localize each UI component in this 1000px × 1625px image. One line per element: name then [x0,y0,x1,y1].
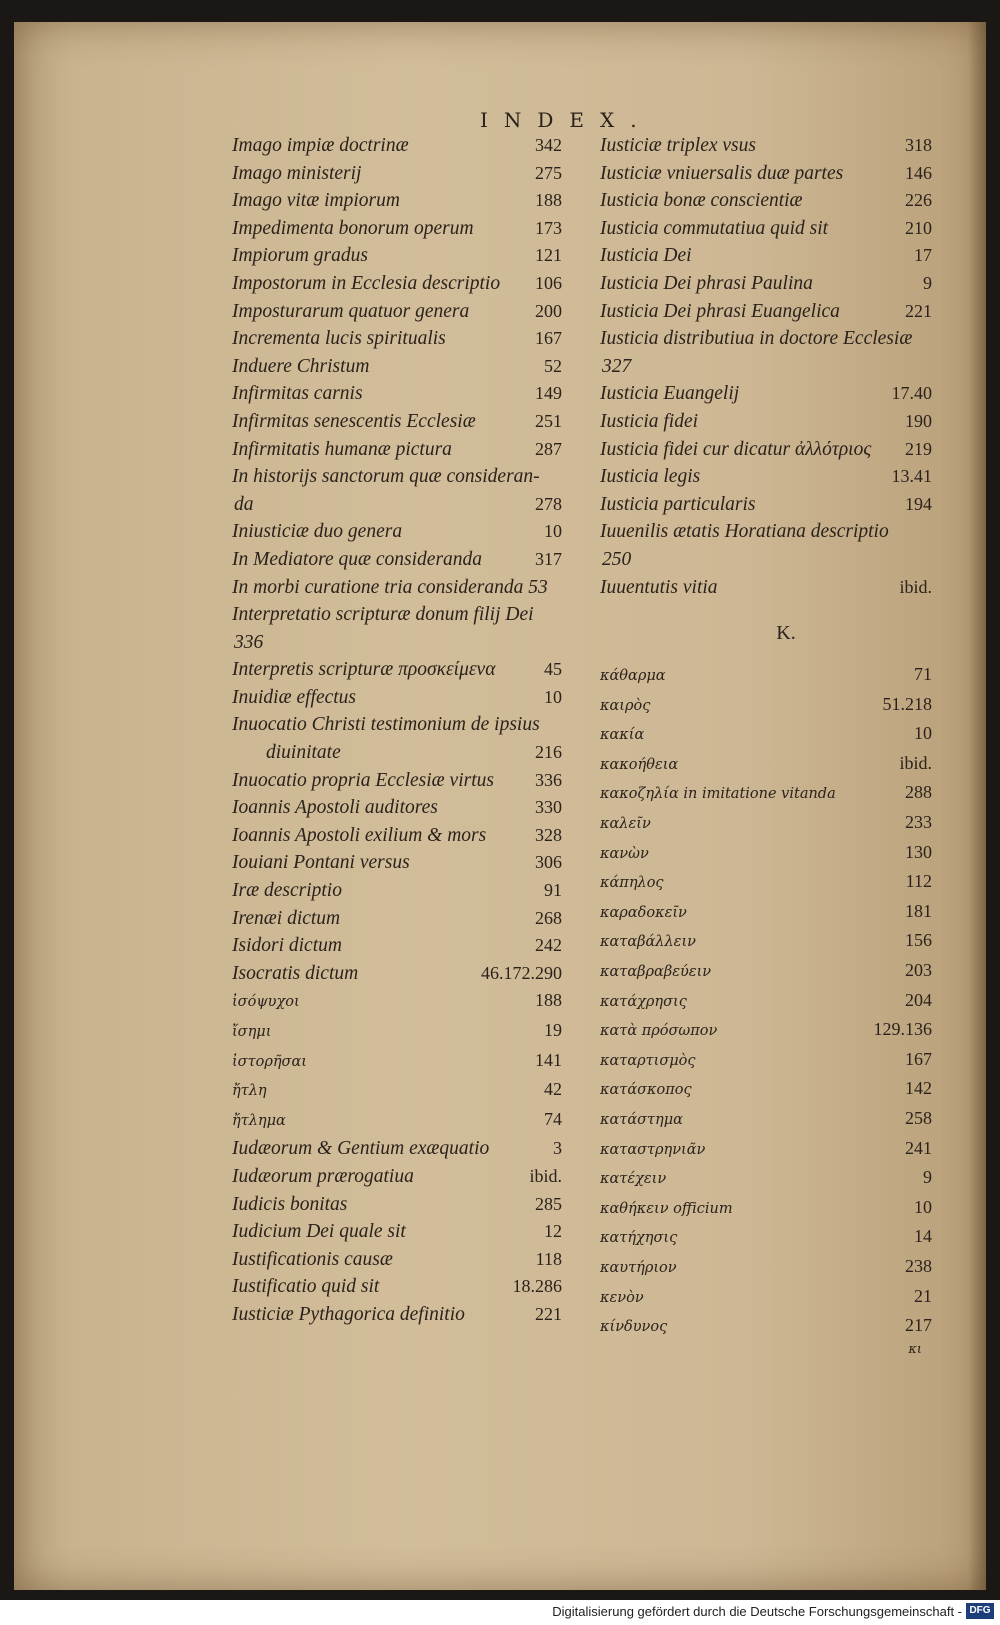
index-entries-i-continued [600,132,932,601]
entry-page-ref: 242 [535,935,562,956]
entry-page-ref: ibid. [899,752,932,773]
entry-term: καιρὸς [600,697,651,714]
entry-page-ref: 268 [535,907,562,928]
index-entry [232,1135,562,1163]
index-entry [232,270,562,298]
entry-term: Iusticia fidei [600,410,699,432]
section-heading-k: K. [776,622,796,645]
index-entry [600,750,932,780]
entry-page-ref: 129.136 [873,1019,932,1040]
entry-term: κάπηλος [600,875,664,892]
entry-page-ref: 306 [535,852,562,873]
entry-page-ref: 287 [535,438,562,459]
entry-page-ref: 112 [905,871,932,892]
entry-page-ref: 71 [914,664,932,685]
index-entry [600,957,932,987]
entry-page-ref: 9 [923,272,932,293]
index-entry [600,868,932,898]
entry-page-ref: 217 [905,1315,932,1336]
entry-term: Iuuenilis ætatis Horatiana descriptio [600,521,889,543]
entry-term: Iudæorum prærogatiua [232,1165,414,1187]
entry-page-ref: 51.218 [882,693,932,714]
index-entry [232,932,562,960]
index-entry [600,160,932,188]
entry-term: Inuocatio Christi testimonium de ipsius [232,714,540,736]
entry-page-ref: 190 [905,410,932,431]
entry-page-ref: 241 [905,1137,932,1158]
entry-term: κατάχρησις [600,993,687,1010]
entry-term: κατὰ πρόσωπον [600,1023,718,1040]
entry-page-ref: 10 [544,686,562,707]
index-entry [600,436,932,464]
index-entry [232,408,562,436]
entry-page-ref: 258 [905,1108,932,1128]
entry-term: Iusticiæ Pythagorica definitio [232,1303,465,1325]
entry-page-ref: 121 [535,245,562,266]
entry-page-ref: 21 [914,1285,932,1306]
index-entry [600,242,932,270]
entry-page-ref: 74 [544,1108,562,1129]
entry-term: diuinitate [266,742,341,764]
entry-page-ref: 10 [914,723,932,744]
entry-page-ref: 317 [535,548,562,569]
entry-term: ἴσημι [232,1024,272,1040]
entry-page-ref: ibid. [529,1165,562,1186]
index-entry [232,1218,562,1246]
index-entry [232,767,562,795]
entry-term: Incrementa lucis spiritualis [232,328,446,350]
running-head: INDEX. [480,108,653,132]
entry-page-ref: 46.172.290 [481,962,562,983]
index-entry [600,661,932,691]
entry-term: Iusticiæ vniuersalis duæ partes [600,162,844,184]
entry-term: Iniusticiæ duo genera [232,521,403,543]
entry-term: Iusticia distributiua in doctore Ecclesiæ [600,328,913,350]
entry-term: Imago impiæ doctrinæ [232,135,409,156]
entry-term: καταβραβεύειν [600,964,712,981]
index-entry [232,463,562,491]
entry-page-ref: 146 [905,162,932,183]
index-entry [600,574,932,602]
index-entry [600,1253,932,1283]
index-entry [232,436,562,464]
entry-page-ref: 330 [535,797,562,818]
entry-page-ref: 167 [535,328,562,349]
entry-page-ref: 149 [535,383,562,404]
index-entry [600,987,932,1017]
index-entry [600,132,932,160]
index-entry [600,463,932,491]
index-entry [232,656,562,684]
entry-page-ref: 238 [905,1255,932,1276]
entry-term: Imposturarum quatuor genera [232,300,470,322]
index-entry [600,325,932,353]
entry-page-ref: 10 [544,521,562,542]
entry-term: Iusticiæ triplex vsus [600,135,756,156]
index-entries-k [600,661,932,1342]
entry-page-ref: 156 [905,930,932,951]
entry-page-ref: 106 [535,272,562,293]
entry-page-ref: 194 [905,493,932,514]
index-entry [232,960,562,988]
entry-page-ref: 288 [905,782,932,803]
entry-term: 336 [234,631,264,653]
entry-term: Ioannis Apostoli exilium & mors [232,824,487,846]
entry-term: 250 [602,548,632,570]
index-entry [600,1016,932,1046]
entry-page-ref: 13.41 [891,466,932,487]
index-entry [600,809,932,839]
entry-term: Iusticia bonæ conscientiæ [600,190,803,212]
entry-term: Interpretis scripturæ προσκείμενα [232,659,496,681]
index-entry [600,1283,932,1313]
entry-term: καυτήριον [600,1259,677,1276]
index-entry [600,1105,932,1135]
index-entry [600,1312,932,1342]
entry-page-ref: 233 [905,812,932,833]
entry-term: ἤτλη [232,1083,267,1100]
index-entry [600,1164,932,1194]
entry-page-ref: 142 [905,1078,932,1099]
entry-term: In Mediatore quæ consideranda [232,548,483,570]
index-column-right [600,132,932,1357]
index-entry [600,546,932,574]
entry-term: Iouiani Pontani versus [232,852,410,874]
index-entry [600,1194,932,1224]
entry-term: καθήκειν officium [600,1200,733,1217]
entry-term: Iudicis bonitas [232,1193,348,1215]
entry-page-ref: 9 [923,1167,932,1188]
entry-term: ἰσόψυχοι [232,994,300,1011]
index-entry [600,1135,932,1165]
index-entry [600,720,932,750]
entry-page-ref: 216 [535,742,562,763]
index-entry [232,215,562,243]
index-entry [232,1076,562,1106]
entry-term: Impedimenta bonorum operum [232,217,474,239]
entry-term: Inuidiæ effectus [232,686,357,708]
entry-page-ref: 200 [535,300,562,321]
entry-term: Impostorum in Ecclesia descriptio [232,272,501,294]
footer-credit: Digitalisierung gefördert durch die Deutsche Forschungsgemeinschaft - [552,1604,962,1619]
entry-term: Iusticia Dei phrasi Paulina [600,272,813,294]
entry-page-ref: 14 [914,1226,932,1247]
entry-term: Induere Christum [232,355,370,377]
entry-page-ref: 188 [535,990,562,1011]
entry-term: Iusticia Dei [600,245,692,267]
entry-page-ref: 210 [905,217,932,238]
entry-page-ref: 219 [905,438,932,459]
entry-page-ref: 221 [905,300,932,321]
entry-term: Infirmitas senescentis Ecclesiæ [232,410,476,432]
dfg-logo: DFG [966,1603,994,1619]
entry-page-ref: 285 [535,1193,562,1214]
entry-term: Impiorum gradus [232,245,368,267]
entry-term: κακοζηλία in imitatione vitanda [600,786,836,803]
index-entry [232,298,562,326]
index-entry [232,242,562,270]
entry-term: κακία [600,727,645,744]
entry-page-ref: 17.40 [891,383,932,404]
entry-term: Iuuentutis vitia [600,576,718,598]
index-entry [232,1163,562,1191]
index-entry [600,898,932,928]
entry-page-ref: 173 [535,217,562,238]
index-column-left [232,132,562,1329]
index-entry [232,491,562,519]
index-entry [232,380,562,408]
entry-term: κενὸν [600,1289,644,1306]
entry-term: Interpretatio scripturæ donum filij Dei [232,604,534,626]
entry-page-ref: 204 [905,989,932,1010]
index-entry [600,353,932,381]
index-entry [600,215,932,243]
entry-term: κατέχειν [600,1171,667,1188]
entry-page-ref: 226 [905,190,932,211]
index-entry [232,849,562,877]
entry-term: 327 [602,355,632,377]
entry-page-ref: 18.286 [512,1276,562,1297]
entry-term: da [234,493,254,515]
entry-term: Imago vitæ impiorum [232,190,400,212]
entry-page-ref: 141 [535,1049,562,1070]
index-entry [232,1301,562,1329]
entry-page-ref: 118 [535,1248,562,1269]
index-entry [232,1246,562,1274]
entry-term: Iudæorum & Gentium exæquatio [232,1138,490,1160]
entry-term: καλεῖν [600,816,651,833]
entry-term: Iustificationis causæ [232,1248,393,1270]
index-entry [600,298,932,326]
page-edge-shadow [968,22,986,1590]
entry-page-ref: 188 [535,190,562,211]
entry-page-ref: 221 [535,1303,562,1324]
index-entry [232,684,562,712]
entry-term: Infirmitas carnis [232,383,363,405]
entry-page-ref: 42 [544,1079,562,1100]
entry-term: κίνδυνος [600,1319,668,1336]
entry-term: In historijs sanctorum quæ consideran- [232,466,540,488]
index-entry [600,691,932,721]
entry-term: Isidori dictum [232,935,342,957]
entry-page-ref: 19 [544,1020,562,1040]
catchword: κι [908,1341,922,1357]
index-entry [232,518,562,546]
index-entry [232,1273,562,1301]
index-entry [232,546,562,574]
index-entry [232,160,562,188]
index-entry [600,270,932,298]
entry-term: ἰστορῆσαι [232,1053,307,1070]
entry-term: κανὼν [600,845,649,862]
entry-term: Iusticia particularis [600,493,756,515]
entry-term: ἤτλημα [232,1112,286,1129]
index-entry [600,187,932,215]
entry-term: Iusticia legis [600,466,701,488]
digitization-footer [0,1600,1000,1625]
index-entry [232,822,562,850]
entry-term: Iusticia fidei cur dicatur ἀλλότριος [600,438,872,460]
index-entry [232,1017,562,1047]
entry-term: Iusticia Dei phrasi Euangelica [600,300,840,322]
entry-page-ref: 45 [544,659,562,680]
index-entry [232,132,562,160]
entry-term: Irenæi dictum [232,907,341,929]
index-entry [600,1075,932,1105]
index-entry [232,905,562,933]
entry-page-ref: 318 [905,135,932,155]
index-entry [232,629,562,657]
entry-term: Iusticia commutatiua quid sit [600,217,829,239]
index-entry [600,779,932,809]
entry-page-ref: 251 [535,410,562,431]
entry-term: κατάσκοπος [600,1082,692,1099]
entry-term: κατάστημα [600,1112,683,1128]
index-entry [600,839,932,869]
entry-term: Isocratis dictum [232,962,359,984]
index-entry [232,574,562,602]
entry-page-ref: 52 [544,355,562,376]
entry-page-ref: 181 [905,900,932,921]
entry-page-ref: 328 [535,824,562,845]
entry-term: Iustificatio quid sit [232,1276,380,1298]
index-entry [232,1191,562,1219]
index-entry [232,711,562,739]
index-entry [600,491,932,519]
entry-page-ref: 91 [544,880,562,901]
entry-term: Imago ministerij [232,162,362,184]
index-entry [600,1046,932,1076]
index-entry [600,380,932,408]
entry-term: Infirmitatis humanæ pictura [232,438,452,460]
index-entry [600,518,932,546]
index-entry [232,877,562,905]
entry-term: Iudicium Dei quale sit [232,1221,406,1243]
index-entry [600,408,932,436]
index-entry [232,325,562,353]
entry-term: κατήχησις [600,1230,678,1247]
entry-page-ref: 17 [914,245,932,266]
entry-term: Iræ descriptio [232,880,342,902]
entry-page-ref: 342 [535,135,562,155]
index-entry [232,1106,562,1136]
index-entry [600,1223,932,1253]
entry-term: κακοήθεια [600,756,679,773]
index-entry [232,739,562,767]
index-entry [600,927,932,957]
entry-term: Iusticia Euangelij [600,383,740,405]
index-entry [232,187,562,215]
index-entry [232,1047,562,1077]
entry-term: Ioannis Apostoli auditores [232,797,438,819]
entry-page-ref: 167 [905,1048,932,1069]
entry-page-ref: 275 [535,162,562,183]
entry-page-ref: 12 [544,1221,562,1242]
index-entry [232,987,562,1017]
entry-term: καραδοκεῖν [600,904,687,921]
entry-page-ref: 203 [905,960,932,981]
entry-term: Inuocatio propria Ecclesiæ virtus [232,769,494,791]
entry-page-ref: 278 [535,493,562,514]
entry-term: In morbi curatione tria consideranda 53 [232,576,548,598]
index-entry [232,794,562,822]
index-entry [232,601,562,629]
index-entry [232,353,562,381]
entry-term: καταστρηνιᾶν [600,1141,706,1158]
entry-term: κάθαρμα [600,668,666,685]
entry-page-ref: 3 [553,1138,562,1159]
entry-term: καταβάλλειν [600,934,696,951]
entry-page-ref: 10 [914,1196,932,1217]
entry-term: καταρτισμὸς [600,1052,696,1069]
entry-page-ref: ibid. [899,576,932,597]
entry-page-ref: 336 [535,769,562,790]
entry-page-ref: 130 [905,841,932,862]
